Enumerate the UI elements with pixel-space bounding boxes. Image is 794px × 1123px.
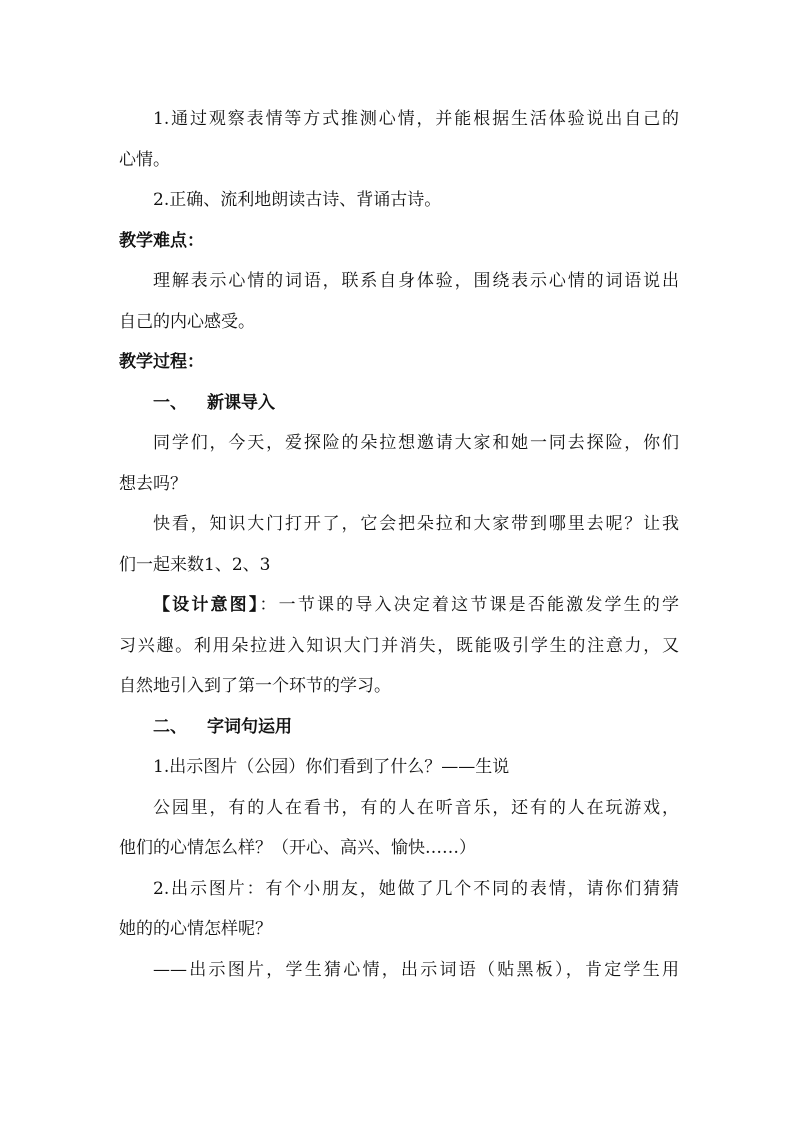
section-2-item-2-line-1: 2.出示图片：有个小朋友，她做了几个不同的表情，请你们猜猜 <box>153 878 679 899</box>
section-2-item-1-para-line-1: 公园里，有的人在看书，有的人在听音乐，还有的人在玩游戏， <box>153 797 679 818</box>
process-heading: 教学过程： <box>119 352 204 372</box>
section-1-title: 新课导入 <box>207 392 275 413</box>
objective-1-line-2: 心情。 <box>119 149 170 170</box>
document-body <box>119 99 679 990</box>
design-intent-line-2: 习兴趣。利用朵拉进入知识大门并消失，既能吸引学生的注意力，又 <box>119 635 679 656</box>
section-1-para-1-line-1: 同学们，今天，爱探险的朵拉想邀请大家和她一同去探险，你们 <box>153 433 679 453</box>
section-1-para-2-line-1: 快看，知识大门打开了，它会把朵拉和大家带到哪里去呢？让我 <box>153 514 679 534</box>
objective-2-line-1: 2.正确、流利地朗读古诗、背诵古诗。 <box>153 190 442 210</box>
section-1-heading <box>119 383 679 424</box>
section-1-number: 一、 <box>153 392 187 413</box>
design-intent-label: 【设计意图】 <box>153 595 260 615</box>
section-2-number: 二、 <box>153 716 187 737</box>
section-2-item-1-para-line-2: 他们的心情怎么样？（开心、高兴、愉快……） <box>119 838 476 858</box>
section-1-para-2-line-2: 们一起来数1、2、3 <box>119 554 271 575</box>
design-intent-line-3: 自然地引入到了第一个环节的学习。 <box>119 676 391 696</box>
section-2-item-1: 1.出示图片（公园）你们看到了什么？——生说 <box>153 757 510 777</box>
section-2-item-2-para-line-1: ——出示图片，学生猜心情，出示词语（贴黑板），肯定学生用 <box>153 959 679 980</box>
design-intent-text: ：一节课的导入决定着这节课是否能激发学生的学 <box>259 595 679 615</box>
difficulty-line-2: 自己的内心感受。 <box>119 311 255 332</box>
objective-1-line-1: 1.通过观察表情等方式推测心情，并能根据生活体验说出自己的 <box>153 109 679 129</box>
section-1-para-1-line-2: 想去吗？ <box>119 473 187 494</box>
difficulty-heading: 教学难点： <box>119 230 204 251</box>
design-intent-line-1 <box>119 585 679 626</box>
section-2-item-2-line-2: 她的的心情怎样呢？ <box>119 919 272 939</box>
difficulty-line-1: 理解表示心情的词语，联系自身体验，围绕表示心情的词语说出 <box>153 271 679 291</box>
section-2-title: 字词句运用 <box>207 716 292 737</box>
section-2-heading <box>119 707 679 748</box>
